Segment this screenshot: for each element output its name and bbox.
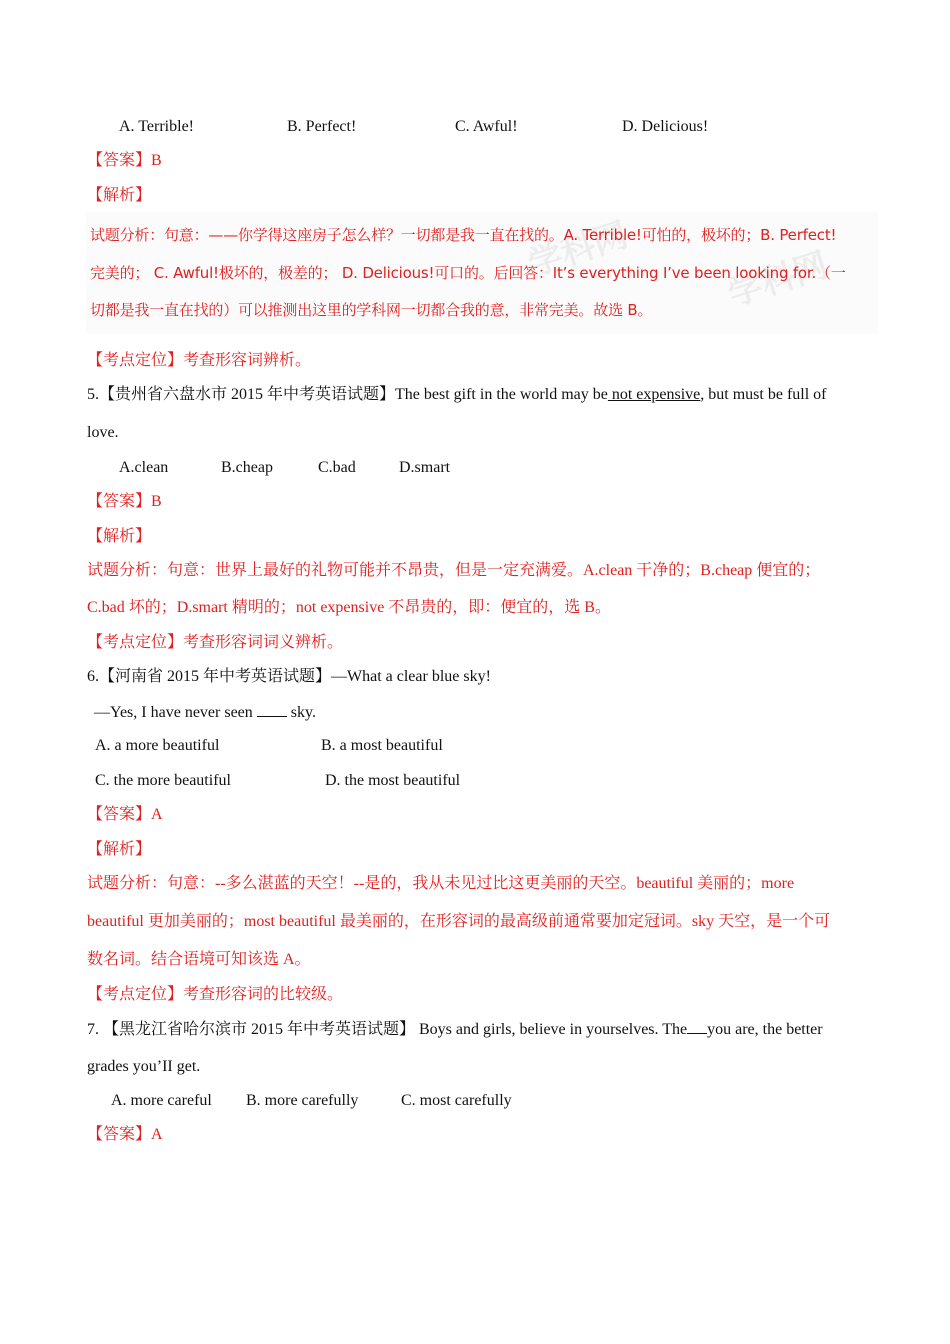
q5-stem-line-2: love. (87, 424, 119, 441)
q4-answer: 【答案】B (87, 152, 162, 169)
q6-option-b: B. a most beautiful (321, 737, 443, 754)
q5-analysis-line-1: 试题分析：句意：世界上最好的礼物可能并不昂贵，但是一定充满爱。A.clean 干净的；B.cheap 便宜的； (87, 562, 821, 579)
q5-option-c: C.bad (318, 459, 356, 476)
q4-option-d: D. Delicious! (622, 118, 709, 135)
q5-underlined-phrase: not expensive (607, 386, 701, 403)
q7-option-a: A. more careful (111, 1092, 212, 1109)
q5-option-a: A.clean (119, 459, 169, 476)
q4-option-c: C. Awful! (455, 118, 518, 135)
q7-option-b: B. more carefully (246, 1092, 359, 1109)
q6-option-c: C. the more beautiful (95, 772, 231, 789)
q5-stem-e: e (600, 386, 608, 403)
q7-stem-prefix: 7. 【黑龙江省哈尔滨市 2015 年中考英语试题】 Boys and girls, believe in yourselves. The (87, 1021, 688, 1038)
q7-stem (87, 1019, 823, 1040)
q4-analysis-line-2: 完美的； C. Awful!极坏的，极差的； D. Delicious!可口的。后回答：It’s everything I’ve been looking for.（一 (90, 264, 846, 282)
q6-answer: 【答案】A (87, 806, 163, 823)
q4-option-b: B. Perfect! (287, 118, 357, 135)
q6-analysis-line-2: beautiful 更加美丽的；most beautiful 最美丽的，在形容词的最高级前通常要加定冠词。sky 天空，是一个可 (87, 913, 831, 930)
q6-blank (257, 702, 287, 717)
q5-stem-suffix: , but must be full of (700, 386, 827, 403)
q6-option-d: D. the most beautiful (325, 772, 461, 789)
q5-analysis-line-2: C.bad 坏的；D.smart 精明的；not expensive 不昂贵的，即：便宜的，选 B。 (87, 599, 611, 616)
q6-option-a: A. a more beautiful (95, 737, 220, 754)
q4-analysis-scan (86, 212, 878, 334)
q7-stem-line-2: grades you’II get. (87, 1058, 201, 1075)
q5-analysis-label: 【解析】 (87, 528, 152, 545)
q7-option-c: C. most carefully (401, 1092, 512, 1109)
q5-point: 【考点定位】考查形容词词义辨析。 (87, 634, 344, 651)
watermark-logo: 学科网 (523, 215, 633, 285)
q7-stem-suffix: you are, the better (707, 1021, 823, 1038)
q5-stem (87, 385, 827, 405)
q6-analysis-line-3: 数名词。结合语境可知该选 A。 (87, 951, 311, 968)
q6-point: 【考点定位】考查形容词的比较级。 (87, 986, 344, 1003)
q6-reply-prefix: —Yes, I have never seen (94, 704, 257, 721)
q6-analysis-line-1: 试题分析：句意：--多么湛蓝的天空！--是的，我从未见过比这更美丽的天空。beautiful 美丽的；more (87, 875, 795, 892)
q4-point: 【考点定位】考查形容词辨析。 (87, 352, 312, 369)
q4-analysis-line-1: 试题分析：句意：——你学得这座房子怎么样？一切都是我一直在找的。A. Terrible!可怕的，极坏的；B. Perfect! (90, 226, 837, 244)
q5-option-d: D.smart (399, 459, 451, 476)
q7-blank (687, 1019, 707, 1034)
watermark-logo-2: 学科网 (723, 245, 833, 315)
q6-analysis-label: 【解析】 (87, 841, 152, 858)
q4-analysis-label: 【解析】 (87, 187, 152, 204)
q4-option-a: A. Terrible! (119, 118, 194, 135)
q5-answer: 【答案】B (87, 493, 162, 510)
q5-stem-prefix: 5.【贵州省六盘水市 2015 年中考英语试题】The best gift in the world may b (87, 386, 601, 403)
q6-stem: 6.【河南省 2015 年中考英语试题】—What a clear blue sky! (87, 668, 491, 685)
q5-option-b: B.cheap (221, 459, 273, 476)
q4-analysis-line-3: 切都是我一直在找的）可以推测出这里的学科网一切都合我的意，非常完美。故选 B。 (90, 301, 653, 319)
q7-answer: 【答案】A (87, 1126, 163, 1143)
q6-reply-suffix: sky. (286, 704, 316, 721)
q6-reply (94, 702, 316, 723)
